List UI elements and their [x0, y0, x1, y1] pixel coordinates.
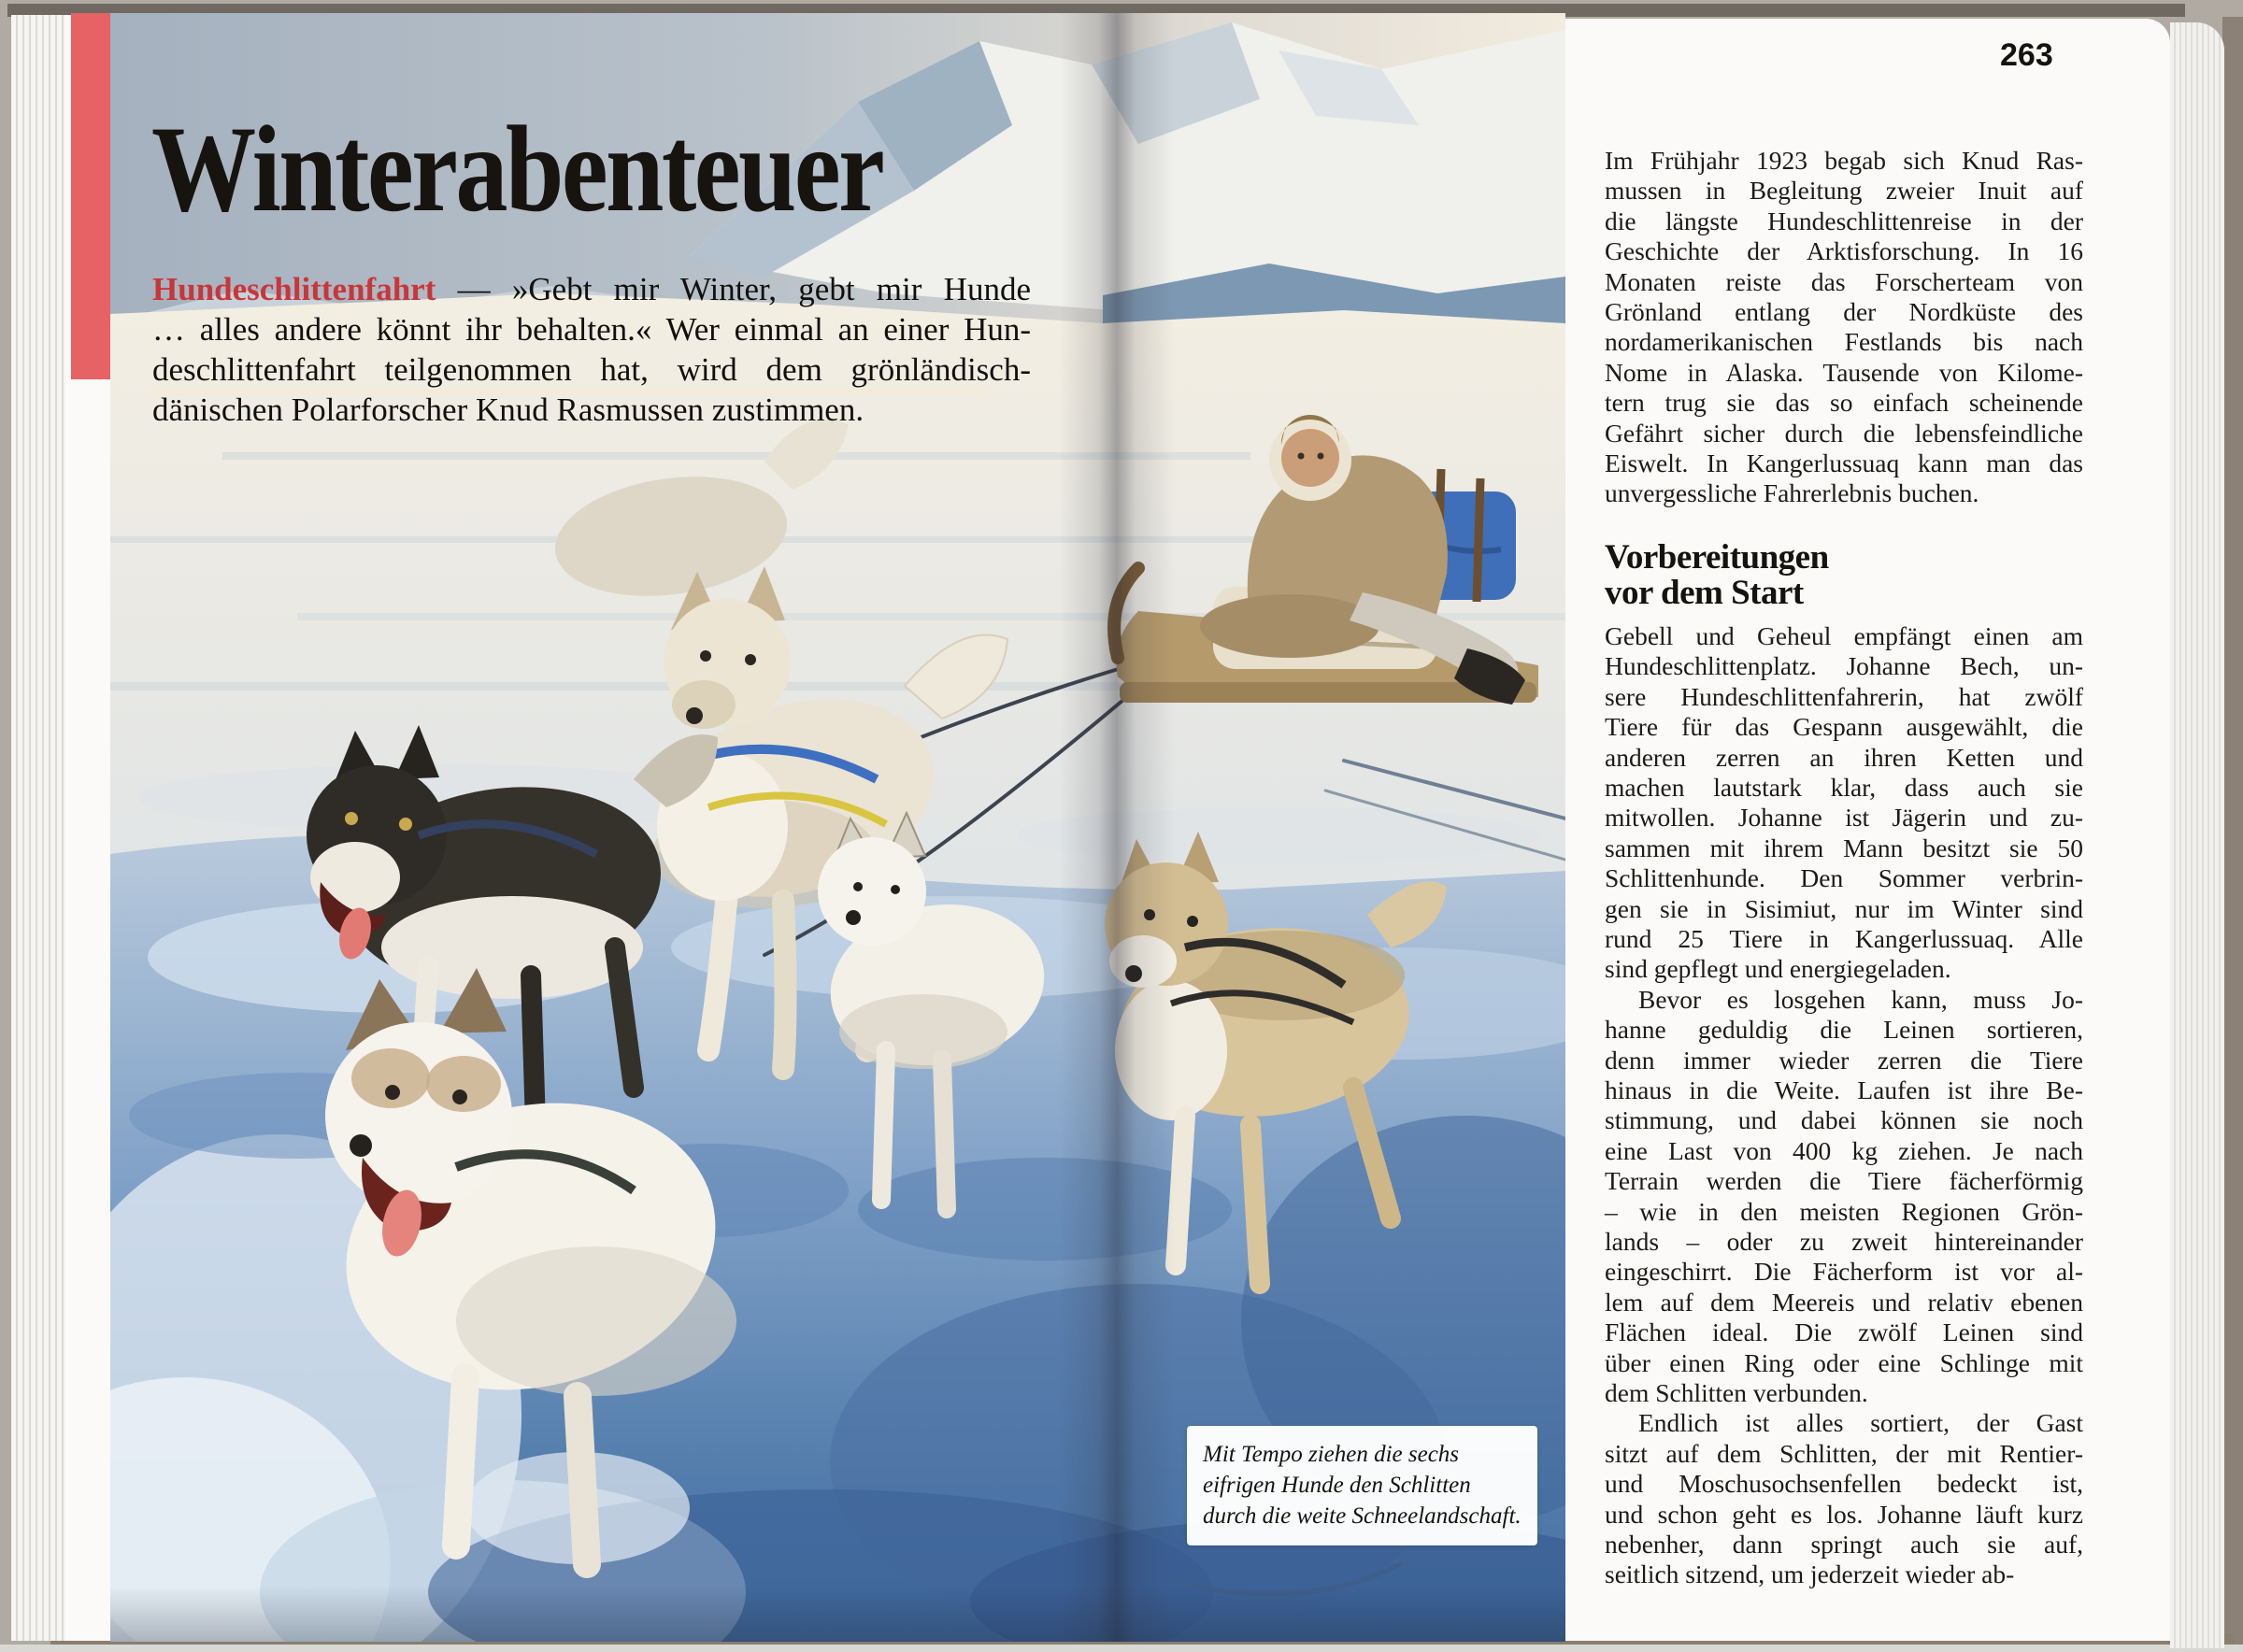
intro-first-line-rest: — »Gebt mir Winter, gebt mir Hunde	[436, 271, 1031, 307]
article-paragraph-4: Endlich ist alles sortiert, der Gast sitzt auf dem Schlitten, der mit Rentier- und Moschusochsenfellen bedeckt ist, und schon geht es los. Johanne läuft kurz nebenher, dann springt auch sie auf, seitlich sitzend, um jederzeit wieder ab-	[1605, 1408, 2083, 1589]
left-page-stack	[11, 15, 65, 1641]
page-number: 263	[2000, 37, 2053, 73]
right-page-stack	[2170, 22, 2224, 1648]
sled-dogs-photo	[110, 13, 1565, 1642]
intro-lines: … alles andere könnt ihr behalten.« Wer einmal an einer Hun- deschlittenfahrt teilgenommen hat, wird dem grönländisch- dänischen Polarforscher Knud Rasmussen zustimmen.	[152, 311, 1031, 428]
photo-caption: Mit Tempo ziehen die sechs eifrigen Hunde den Schlitten durch die weite Schneelandschaft.	[1187, 1426, 1537, 1545]
table-surface	[0, 1645, 2243, 1652]
intro-topic-label: Hundeschlittenfahrt	[152, 271, 436, 307]
photo-bottom-shadow	[110, 1586, 1565, 1642]
article-paragraph-1: Im Frühjahr 1923 begab sich Knud Ras- mussen in Begleitung zweier Inuit auf die längste Hundeschlittenreise in der Geschichte der Arktisforschung. In 16 Monaten reiste das Forscherteam von Grönland entlang der Nordküste des nordamerikanischen Festlands bis nach Nome in Alaska. Tausende von Kilome- tern trug sie das so einfach scheinende Gefährt sicher durch die lebensfeindliche Eiswelt. In Kangerlussuaq kann man das unvergessliche Fahrerlebnis buchen.	[1605, 146, 2083, 508]
page-title: Winterabenteuer	[151, 100, 883, 237]
intro-first-line	[152, 269, 1031, 309]
article-column	[1605, 146, 2083, 1590]
book-right-edge	[2222, 17, 2243, 1652]
book-gutter	[1059, 13, 1175, 1642]
red-accent-bar	[71, 13, 110, 379]
section-heading: Vorbereitungen vor dem Start	[1605, 537, 1829, 612]
article-paragraph-2: Gebell und Geheul empfängt einen am Hundeschlittenplatz. Johanne Bech, un- sere Hundeschlittenfahrerin, hat zwölf Tiere für das Gespann ausgewählt, die anderen zerren an ihren Ketten und machen lautstark klar, dass auch sie mitwollen. Johanne ist Jägerin und zu- sammen mit ihrem Mann besitzt sie 50 Schlittenhunde. Den Sommer verbrin- gen sie in Sisimiut, nur im Winter sind rund 25 Tiere in Kangerlussuaq. Alle sind gepflegt und energiegeladen.	[1605, 620, 2083, 984]
intro-paragraph	[152, 269, 1031, 430]
article-paragraph-3: Bevor es losgehen kann, muss Jo- hanne geduldig die Leinen sortieren, denn immer wieder zerren die Tiere hinaus in die Weite. Laufen ist ihre Be- stimmung, und dabei können sie noch eine Last von 400 kg ziehen. Je nach Terrain werden die Tiere fächerförmig – wie in den meisten Regionen Grön- lands – oder zu zweit hintereinander eingeschirrt. Die Fächerform ist vor al- lem auf dem Meereis und relativ ebenen Flächen ideal. Die zwölf Leinen sind über einen Ring oder eine Schlinge mit dem Schlitten verbunden.	[1605, 984, 2083, 1408]
